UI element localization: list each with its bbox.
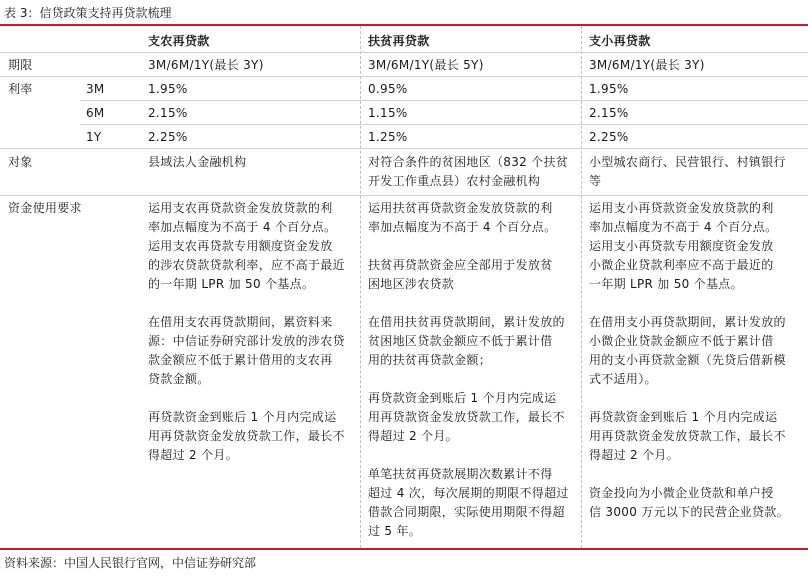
paragraph: 运用支小再贷款资金发放贷款的利 率加点幅度为不高于 4 个百分点。 运用支小再贷款专用额度资金发放 小微企业贷款利率应不高于最近的 一年期 LPR 加 50 个基点。 [589, 201, 778, 291]
paragraph: 在借用支农再贷款期间，累资料来 源：中信证券研究部计发放的涉农贷 款金额应不低于累计借用的支农再 贷款金额。 [148, 315, 345, 386]
paragraph: 再贷款资金到账后 1 个月内完成运 用再贷款资金发放贷款工作，最长不 得超过 2 个月。 [148, 410, 345, 462]
column-header: 扶贫再贷款 [368, 34, 430, 48]
table-cell: 1.95% [589, 82, 629, 96]
paragraph: 在借用扶贫再贷款期间，累计发放的 贫困地区贷款金额应不低于累计借 用的扶贫再贷款金额； [368, 315, 565, 367]
column-divider [360, 26, 361, 548]
paragraph: 在借用支小再贷款期间，累计发放的 小微企业贷款金额应不低于累计借 用的支小再贷款金额（先贷后借新模 式不适用）。 [589, 315, 786, 386]
subrow-label: 1Y [86, 130, 102, 144]
table-cell: 3M/6M/1Y(最长 3Y) [148, 58, 264, 72]
table-cell: 2.15% [148, 106, 188, 120]
row-divider [0, 195, 808, 196]
bottom-rule [0, 548, 808, 550]
row-divider [0, 52, 808, 53]
table-cell: 1.95% [148, 82, 188, 96]
table-cell: 2.25% [148, 130, 188, 144]
subrow-label: 6M [86, 106, 105, 120]
paragraph: 运用扶贫再贷款资金发放贷款的利 率加点幅度为不高于 4 个百分点。 [368, 201, 557, 234]
paragraph: 资金投向为小微企业贷款和单户授 信 3000 万元以下的民营企业贷款。 [589, 486, 789, 519]
paragraph: 再贷款资金到账后 1 个月内完成运 用再贷款资金发放贷款工作，最长不 得超过 2 个月。 [589, 410, 786, 462]
usage-cell-agri [148, 199, 358, 465]
column-header: 支农再贷款 [148, 34, 210, 48]
row-label-target: 对象 [8, 155, 33, 169]
row-divider [80, 124, 808, 125]
paragraph: 再贷款资金到账后 1 个月内完成运 用再贷款资金发放贷款工作，最长不 得超过 2 个月。 [368, 391, 565, 443]
table-cell: 2.15% [589, 106, 629, 120]
row-label-usage: 资金使用要求 [8, 201, 82, 215]
column-divider [581, 26, 582, 548]
paragraph: 扶贫再贷款资金应全部用于发放贫 困地区涉农贷款 [368, 258, 553, 291]
row-divider [0, 148, 808, 149]
top-rule [0, 24, 808, 26]
usage-cell-poverty [368, 199, 578, 541]
row-label-rate: 利率 [8, 82, 33, 96]
source-note: 资料来源：中国人民银行官网，中信证券研究部 [4, 556, 257, 570]
paragraph: 单笔扶贫再贷款展期次数累计不得 超过 4 次，每次展期的期限不得超过 借款合同期限，实际使用期限不得超 过 5 年。 [368, 467, 569, 538]
table-cell: 0.95% [368, 82, 408, 96]
table-cell: 2.25% [589, 130, 629, 144]
usage-cell-small [589, 199, 799, 522]
table-caption: 表 3：信贷政策支持再贷款梳理 [4, 6, 172, 20]
table-cell: 3M/6M/1Y(最长 3Y) [589, 58, 705, 72]
table-cell: 1.15% [368, 106, 408, 120]
subrow-label: 3M [86, 82, 105, 96]
paragraph: 运用支农再贷款资金发放贷款的利 率加点幅度为不高于 4 个百分点。 运用支农再贷款专用额度资金发放 的涉农贷款贷款利率，应不高于最近 的一年期 LPR 加 50 个基点。 [148, 201, 345, 291]
table-cell: 小型城农商行、民营银行、村镇银行 等 [589, 155, 786, 188]
table-cell: 县域法人金融机构 [148, 155, 247, 169]
row-divider [80, 100, 808, 101]
table-cell: 1.25% [368, 130, 408, 144]
row-label-term: 期限 [8, 58, 33, 72]
row-divider [0, 76, 808, 77]
table-cell: 3M/6M/1Y(最长 5Y) [368, 58, 484, 72]
table-cell: 对符合条件的贫困地区（832 个扶贫 开发工作重点县）农村金融机构 [368, 155, 569, 188]
column-header: 支小再贷款 [589, 34, 651, 48]
